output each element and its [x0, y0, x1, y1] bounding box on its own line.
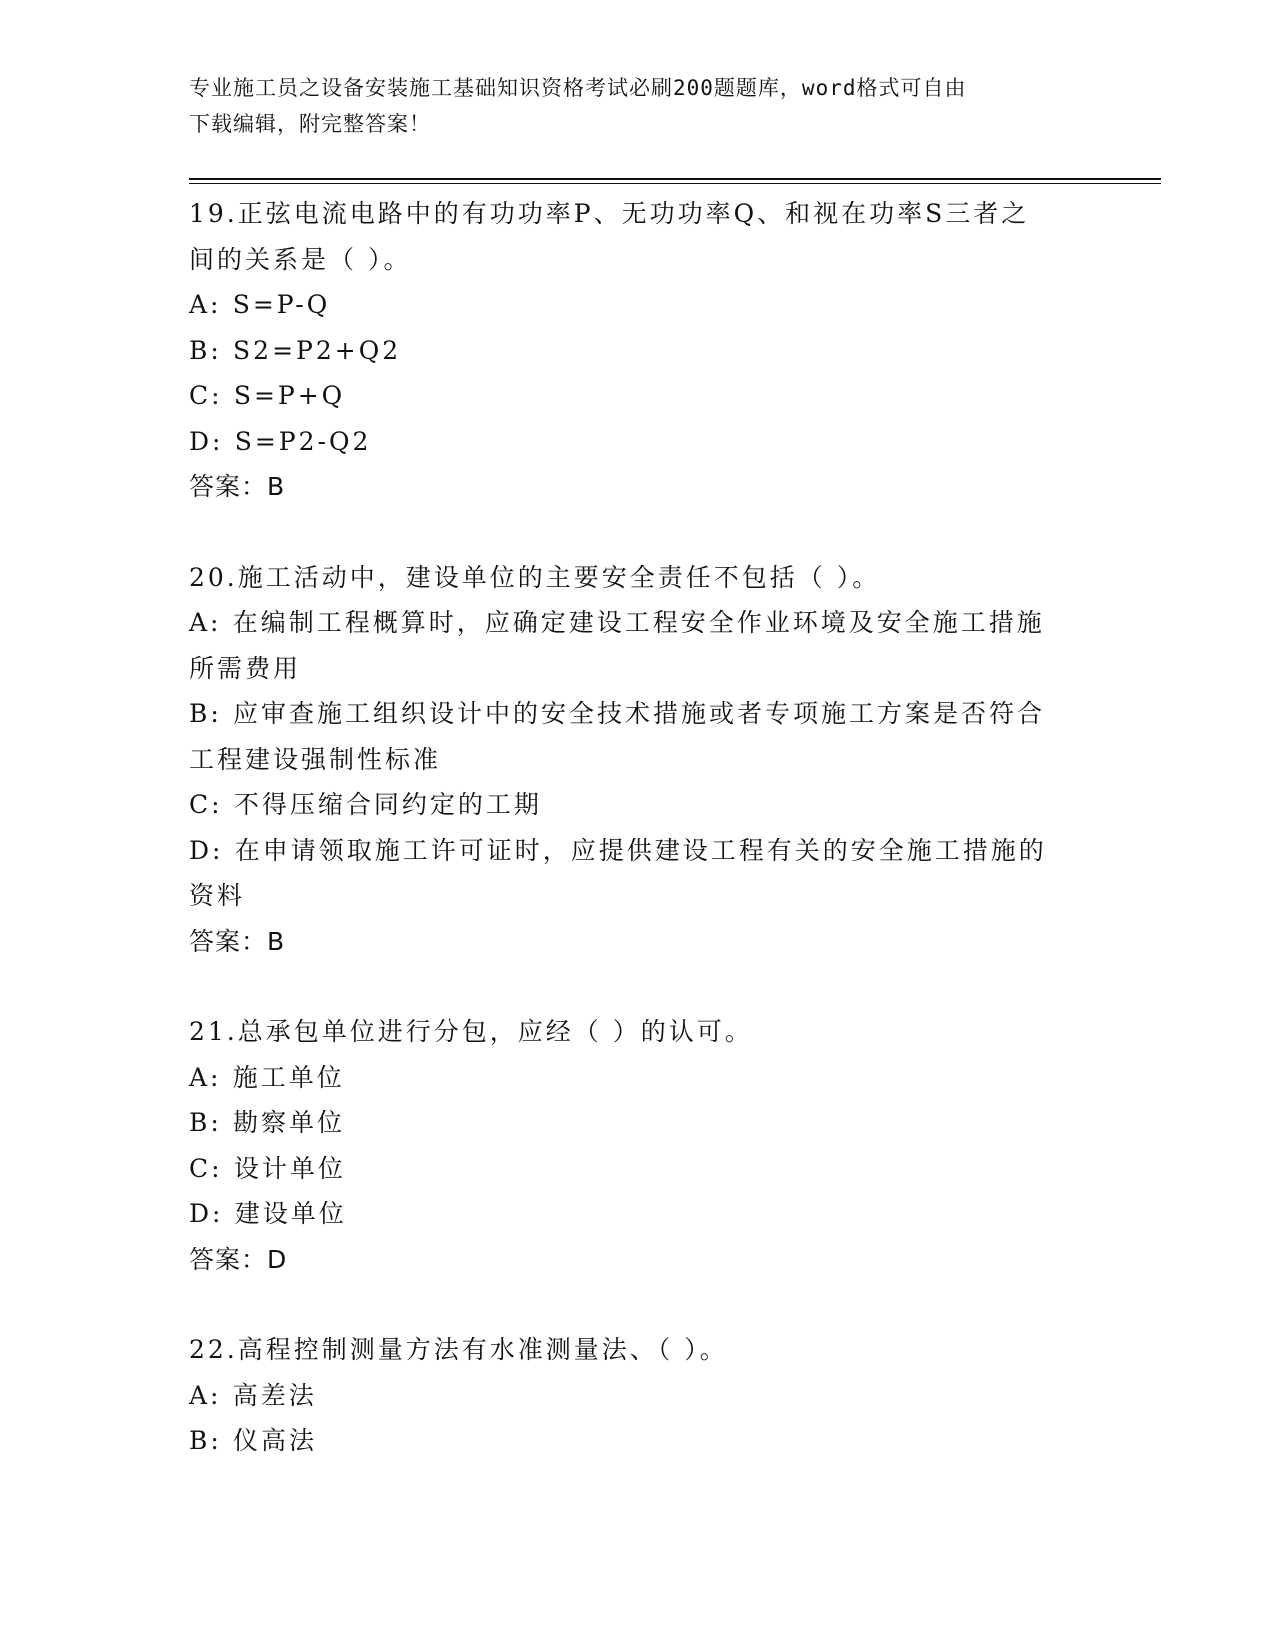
option-a	[189, 1373, 1089, 1419]
option-key: B:	[189, 1426, 222, 1455]
option-key: C:	[189, 1153, 223, 1183]
option-a	[189, 282, 1089, 328]
option-b	[189, 328, 1089, 374]
option-key: D:	[189, 1199, 224, 1228]
option-b	[189, 1418, 1089, 1464]
option-d	[189, 828, 1089, 874]
option-key: A:	[189, 608, 222, 637]
option-key: A:	[189, 290, 222, 319]
option-key: D:	[189, 426, 224, 456]
question-20	[189, 555, 1089, 965]
option-text: S2=P2+Q2	[233, 335, 402, 365]
question-22	[189, 1327, 1089, 1464]
option-text: 应审查施工组织设计中的安全技术措施或者专项施工方案是否符合	[233, 699, 1046, 728]
option-c	[189, 373, 1089, 419]
option-key: A:	[189, 1062, 222, 1092]
answer-line: 答案：D	[189, 1244, 288, 1274]
question-stem: 19.正弦电流电路中的有功功率P、无功功率Q、和视在功率S三者之	[189, 199, 1030, 228]
option-text: S=P-Q	[232, 290, 331, 319]
option-b	[189, 691, 1089, 737]
option-text: 设计单位	[233, 1153, 346, 1183]
option-a	[189, 600, 1089, 646]
option-text: 在编制工程概算时，应确定建设工程安全作业环境及安全施工措施	[232, 608, 1045, 637]
option-key: C:	[189, 381, 223, 410]
option-a	[189, 1055, 1089, 1101]
document-header	[189, 70, 1089, 142]
question-21	[189, 1009, 1089, 1282]
header-divider-thick	[189, 178, 1161, 180]
question-stem: 间的关系是（ ）。	[189, 244, 412, 274]
option-key: A:	[189, 1380, 222, 1410]
option-d-continued: 资料	[189, 881, 246, 910]
option-key: B:	[189, 1108, 222, 1137]
option-a-continued: 所需费用	[189, 653, 302, 683]
option-text: 勘察单位	[233, 1108, 346, 1137]
option-d	[189, 1191, 1089, 1237]
option-text: S=P2-Q2	[234, 426, 372, 456]
option-key: B:	[189, 335, 222, 365]
option-text: 施工单位	[232, 1062, 345, 1092]
option-text: 在申请领取施工许可证时，应提供建设工程有关的安全施工措施的	[234, 835, 1047, 865]
question-list	[189, 191, 1089, 1509]
header-divider-thin	[189, 183, 1161, 184]
option-key: D:	[189, 835, 224, 865]
option-c	[189, 782, 1089, 828]
option-text: S=P+Q	[233, 381, 346, 410]
option-b-continued: 工程建设强制性标准	[189, 744, 442, 774]
option-key: B:	[189, 699, 222, 728]
option-text: 仪高法	[233, 1426, 318, 1455]
option-c	[189, 1146, 1089, 1192]
option-text: 不得压缩合同约定的工期	[233, 790, 542, 819]
question-19	[189, 191, 1089, 510]
question-stem: 22.高程控制测量方法有水准测量法、（ ）。	[189, 1335, 728, 1364]
option-b	[189, 1100, 1089, 1146]
option-text: 建设单位	[234, 1199, 347, 1228]
question-stem: 20.施工活动中，建设单位的主要安全责任不包括（ ）。	[189, 562, 881, 592]
option-text: 高差法	[232, 1380, 317, 1410]
answer-line: 答案：B	[189, 472, 286, 501]
answer-line: 答案：B	[189, 926, 286, 956]
header-line-2: 下载编辑，附完整答案！	[189, 112, 431, 136]
header-line-1: 专业施工员之设备安装施工基础知识资格考试必刷200题题库，word格式可自由	[189, 76, 967, 100]
option-d	[189, 419, 1089, 465]
option-key: C:	[189, 790, 223, 819]
question-stem: 21.总承包单位进行分包，应经（ ）的认可。	[189, 1017, 753, 1046]
